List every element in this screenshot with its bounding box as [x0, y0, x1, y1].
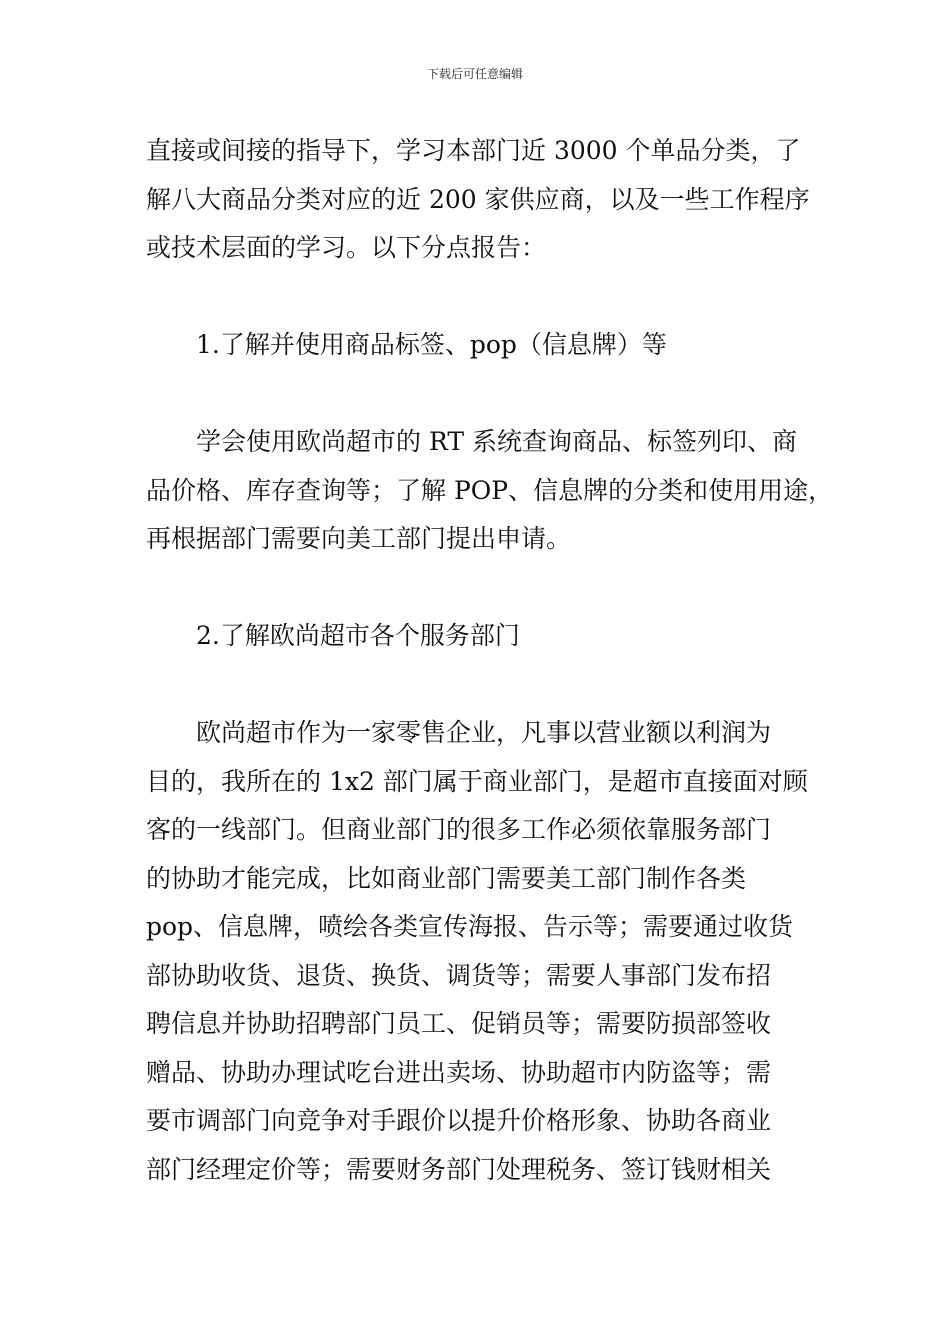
text-line: 客的一线部门。但商业部门的很多工作必须依靠服务部门 [146, 815, 772, 844]
text-line: pop、信息牌，喷绘各类宣传海报、告示等；需要通过收货 [146, 912, 794, 941]
text-line: 再根据部门需要向美工部门提出申请。 [146, 524, 572, 553]
text-line: 要市调部门向竞争对手跟价以提升价格形象、协助各商业 [146, 1106, 772, 1135]
text-line: 部协助收货、退货、换货、调货等；需要人事部门发布招 [146, 960, 772, 990]
text-line: 欧尚超市作为一家零售企业，凡事以营业额以利润为 [196, 718, 772, 747]
text-line: 或技术层面的学习。以下分点报告： [146, 233, 547, 262]
page-header: 下载后可任意编辑 [426, 67, 523, 81]
text-line: 部门经理定价等；需要财务部门处理税务、签订钱财相关 [146, 1154, 772, 1184]
text-line: 直接或间接的指导下，学习本部门近 3000 个单品分类，了 [146, 136, 801, 165]
text-line: 赠品、协助办理试吃台进出卖场、协助超市内防盗等；需 [146, 1057, 772, 1087]
text-line: 品价格、库存查询等；了解 POP、信息牌的分类和使用用途， [146, 475, 834, 505]
text-line: 解八大商品分类对应的近 200 家供应商，以及一些工作程序 [146, 184, 810, 214]
text-line: 学会使用欧尚超市的 RT 系统查询商品、标签列印、商 [196, 427, 797, 456]
paragraph-intro [146, 127, 826, 273]
section-heading-1 [146, 321, 826, 370]
text-line: 的协助才能完成，比如商业部门需要美工部门制作各类 [146, 863, 747, 893]
section-title: 2.了解欧尚超市各个服务部门 [196, 621, 520, 650]
document-body [146, 127, 834, 1194]
paragraph-spacer [146, 370, 826, 419]
section-heading-2 [146, 612, 826, 661]
paragraph-spacer [146, 564, 826, 613]
paragraph-section-1 [146, 418, 834, 564]
paragraph-section-2 [146, 709, 826, 1194]
paragraph-spacer [146, 661, 826, 710]
text-line: 目的，我所在的 1x2 部门属于商业部门，是超市直接面对顾 [146, 766, 808, 796]
text-line: 聘信息并协助招聘部门员工、促销员等；需要防损部签收 [146, 1009, 772, 1038]
paragraph-spacer [146, 273, 826, 322]
section-title: 1.了解并使用商品标签、pop（信息牌）等 [196, 330, 667, 359]
